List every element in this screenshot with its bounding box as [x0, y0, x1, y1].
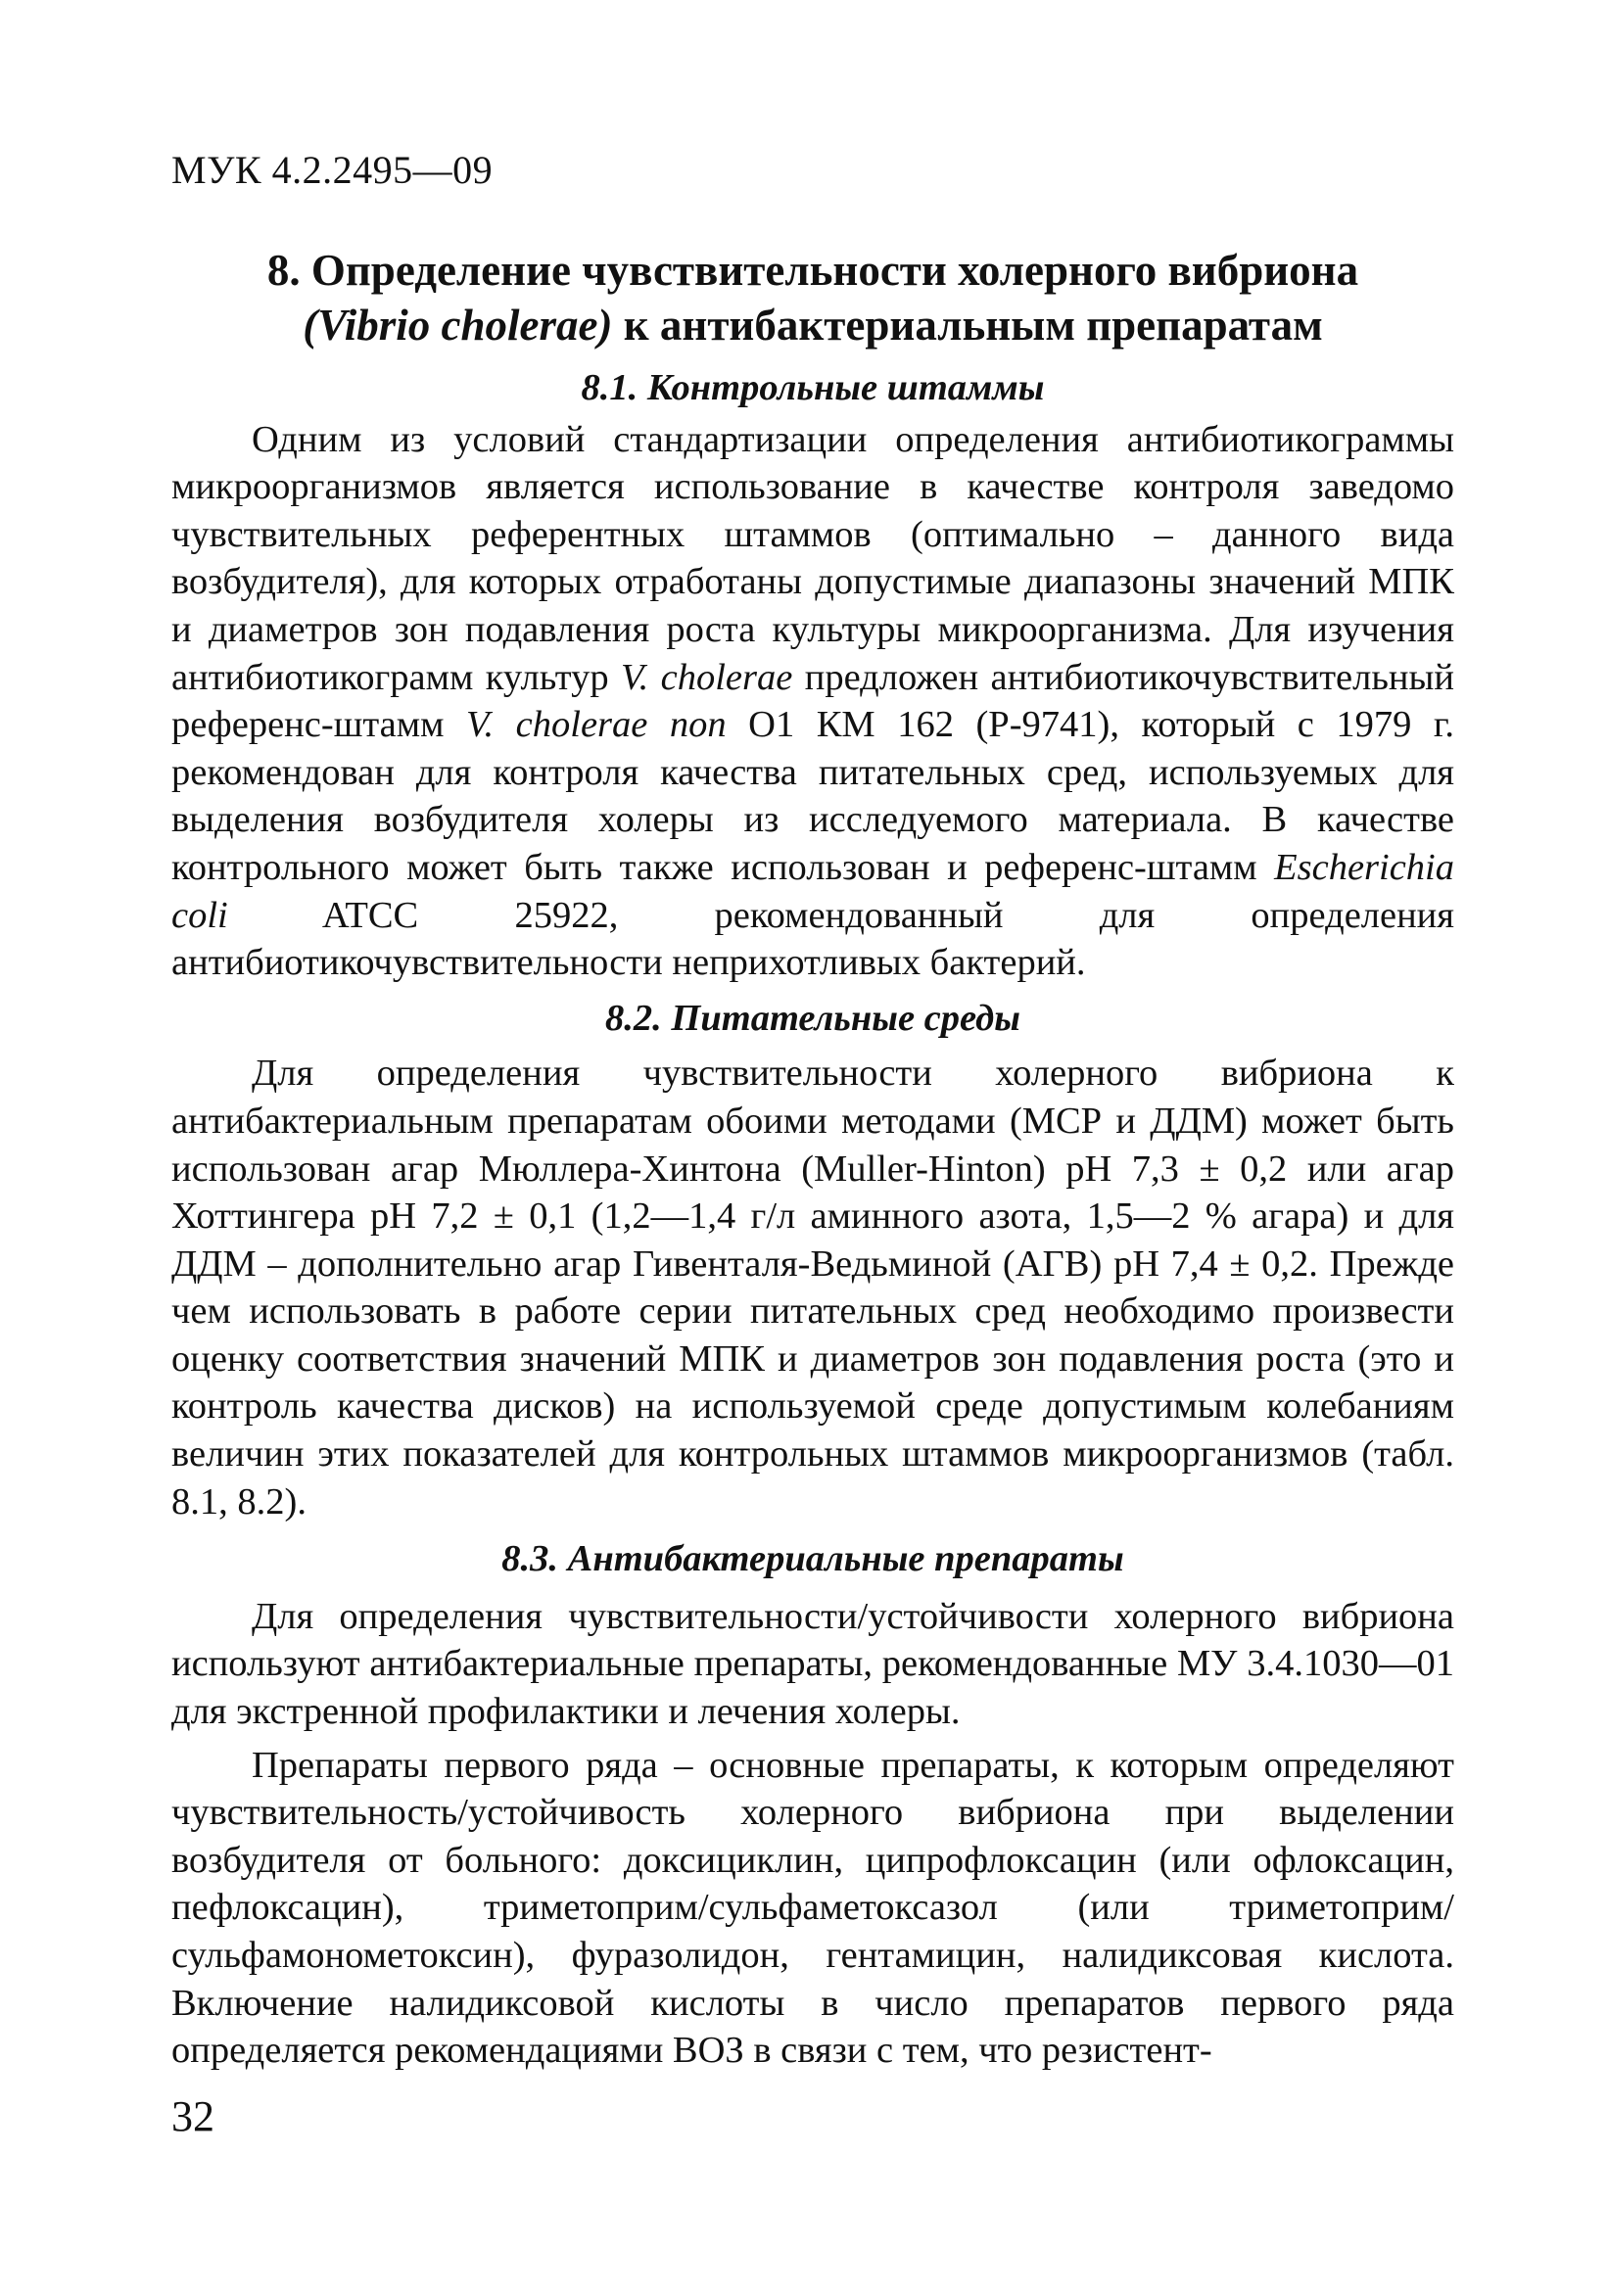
section-title: [171, 243, 1454, 352]
paragraph-first-line-drugs: Препараты первого ряда – основные препараты, к которым определяют чувствительность/устойчивость холерного вибриона при выделении возбудителя от больного: доксициклин, ципрофлоксацин (или офлоксацин, пефлоксацин), триметоприм/сульфаметоксазол (или триметоприм/сульфамонометоксин), фуразолидон, гентамицин, налидиксовая кислота. Включение налидиксовой кислоты в число препаратов первого ряда определяется рекомендациями ВОЗ в связи с тем, что резистент-: [171, 1744, 1454, 2072]
subsection-heading-8-3: 8.3. Антибактериальные препараты: [501, 1538, 1124, 1580]
subsection-heading-8-2: 8.2. Питательные среды: [605, 997, 1020, 1039]
text-run: O1 КМ 162 (Р-9741), который с 1979 г. рекомендован для контроля качества питательных сред, используемых для выделения возбудителя холеры из исследуемого материала. В качестве контрольного может быть также использован и референс-штамм: [171, 704, 1454, 888]
species-name: Escherichia coli: [171, 846, 1454, 936]
species-name: V. cholerae non: [465, 704, 727, 746]
section-title-species: (Vibrio cholerae): [303, 301, 613, 350]
species-name: V. cholerae: [621, 656, 793, 698]
paragraph-nutrient-media: Для определения чувствительности холерного вибриона к антибактериальным препаратам обоими методами (МСР и ДДМ) может быть использован агар Мюллера-Хинтона (Muller-Hinton) pH 7,3 ± 0,2 или агар Хоттингера pH 7,2 ± 0,1 (1,2—1,4 г/л аминного азота, 1,5—2 % агара) и для ДДМ – дополнительно агар Гивенталя-Ведьминой (АГВ) pH 7,4 ± 0,2. Прежде чем использовать в работе серии питательных сред необходимо произвести оценку соответствия значений МПК и диаметров зон подавления роста (это и контроль качества дисков) на используемой среде допустимым колебаниям величин этих показателей для контрольных штаммов микроорганизмов (табл. 8.1, 8.2).: [171, 1053, 1454, 1523]
document-code: МУК 4.2.2495—09: [171, 148, 494, 192]
subsection-heading-8-1: 8.1. Контрольные штаммы: [581, 367, 1045, 408]
text-run: ATCC 25922, рекомендованный для определения антибиотикочувствительности неприхотливых бактерий.: [171, 894, 1454, 984]
page-number: 32: [171, 2092, 214, 2140]
paragraph-antibacterial-drugs: Для определения чувствительности/устойчивости холерного вибриона используют антибактериальные препараты, рекомендованные МУ 3.4.1030—01 для экстренной профилактики и лечения холеры.: [171, 1595, 1454, 1733]
section-title-line1: 8. Определение чувствительности холерного вибриона: [266, 246, 1359, 295]
section-title-line2: к антибактериальным препаратам: [612, 301, 1323, 350]
paragraph-control-strains: [171, 416, 1454, 987]
text-run: предложен антибиотикочувствительный референс-штамм: [171, 656, 1454, 746]
document-body: [171, 364, 1454, 2075]
text-run: Одним из условий стандартизации определения антибиотикограммы микроорганизмов является использование в качестве контроля заведомо чувствительных референтных штаммов (оптимально – данного вида возбудителя), для которых отработаны допустимые диапазоны значений МПК и диаметров зон подавления роста культуры микроорганизма. Для изучения антибиотикограмм культур: [171, 418, 1454, 698]
